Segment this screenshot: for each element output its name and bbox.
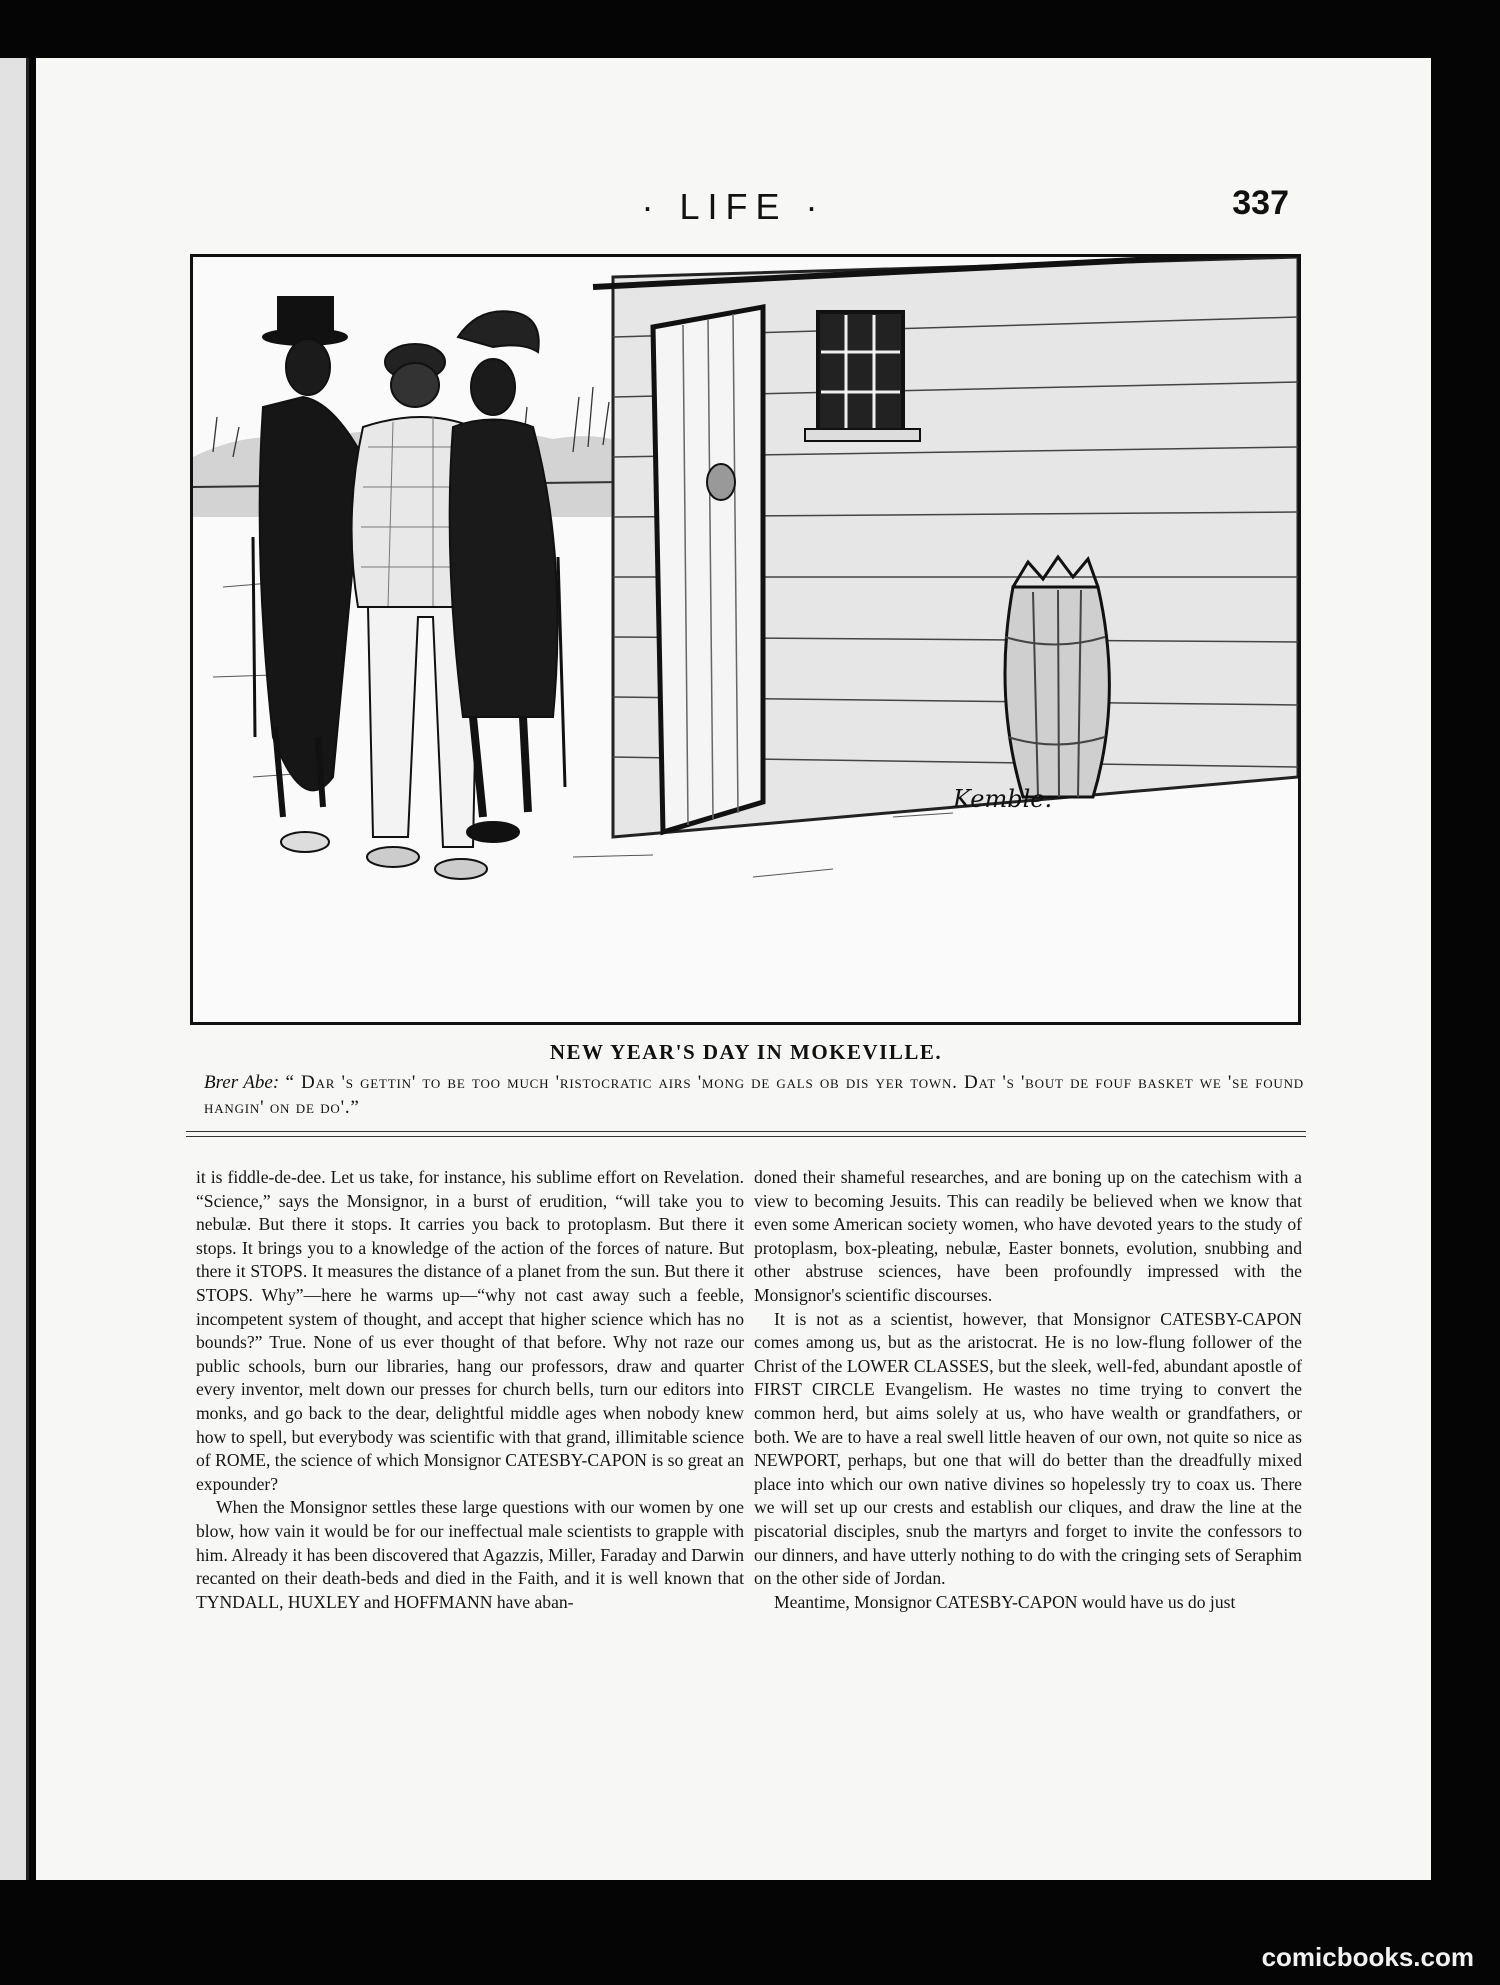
- article-paragraph: Meantime, Monsignor CATESBY-CAPON would have us do just: [774, 1591, 1236, 1612]
- article-column-left: [196, 1166, 744, 1614]
- article-paragraph: doned their shameful researches, and are boning up on the catechism with a view to becoming Jesuits. This can readily be believed when we know that even some American society women, who have devoted years to the study of protoplasm, box-pleating, nebulæ, Easter bonnets, evolution, snubbing and other abstruse sciences, have been profoundly impressed with the Monsignor's scientific discourses.: [754, 1167, 1302, 1305]
- divider-rule: [186, 1136, 1306, 1137]
- caption-speaker: Brer Abe:: [204, 1072, 280, 1093]
- source-watermark: comicbooks.com: [1261, 1942, 1474, 1972]
- page-number: 337: [1232, 184, 1289, 222]
- facing-page-edge: [0, 58, 29, 1880]
- caption-quote-text: “ Dar 's gettin' to be too much 'ristocratic airs 'mong de gals ob dis yer town. Dat 's 'bout de fouf basket we 'se found hangin' on de do'.”: [204, 1072, 1304, 1118]
- magazine-page: [36, 58, 1431, 1880]
- article-column-right: [754, 1166, 1302, 1614]
- magazine-title: · LIFE ·: [641, 186, 826, 227]
- article-paragraph: it is fiddle-de-dee. Let us take, for instance, his sublime effort on Revelation. “Science,” says the Monsignor, in a burst of erudition, “will take you to nebulæ. But there it stops. It carries you back to protoplasm. But there it stops. It brings you to a knowledge of the action of the forces of nature. But there it STOPS. It measures the distance of a planet from the sun. But there it STOPS. Why”—here he warms up—“why not cast away such a feeble, incompetent system of thought, and accept that higher science which has no bounds?” True. None of us ever thought of that before. Why not raze our public schools, burn our libraries, hang our professors, draw and quarter every inventor, melt down our presses for church bells, turn our editors into monks, and go back to the dear, delightful middle ages when nobody knew how to spell, but everybody was scientific with that grand, illimitable science of ROME, the science of which Monsignor CATESBY-CAPON is so great an expounder?: [196, 1167, 744, 1494]
- cartoon-illustration: [190, 254, 1301, 1025]
- artist-signature: Kemble.: [953, 785, 1053, 813]
- cartoon-caption-title: NEW YEAR'S DAY IN MOKEVILLE.: [549, 1040, 943, 1064]
- article-paragraph: When the Monsignor settles these large questions with our women by one blow, how vain it would be for our ineffectual male scientists to grapple with him. Already it has been discovered that Agazzis, Miller, Faraday and Darwin recanted on their death-beds and died in the Faith, and it is well known that TYNDALL, HUXLEY and HOFFMANN have aban-: [196, 1497, 744, 1612]
- article-paragraph: It is not as a scientist, however, that Monsignor CATESBY-CAPON comes among us, but as the aristocrat. He is no low-flung follower of the Christ of the LOWER CLASSES, but the sleek, well-fed, abundant apostle of FIRST CIRCLE Evangelism. He wastes no time trying to convert the common herd, but aims solely at us, who have wealth or grandfathers, or both. We are to have a real swell little heaven of our own, not quite so nice as NEWPORT, perhaps, but one that will do better than the dreadfully mixed place into which our own native divines so hopelessly try to coax us. There we will set up our crests and establish our cliques, and draw the line at the piscatorial disciples, snub the martyrs and forget to invite the confessors to our dinners, and have utterly nothing to do with the cringing sets of Seraphim on the other side of Jordan.: [754, 1308, 1302, 1589]
- divider-rule: [186, 1131, 1306, 1132]
- figure-tall-man: [253, 297, 363, 852]
- cartoon-drawing: [193, 257, 1298, 1022]
- cartoon-caption-quote: [204, 1070, 1304, 1120]
